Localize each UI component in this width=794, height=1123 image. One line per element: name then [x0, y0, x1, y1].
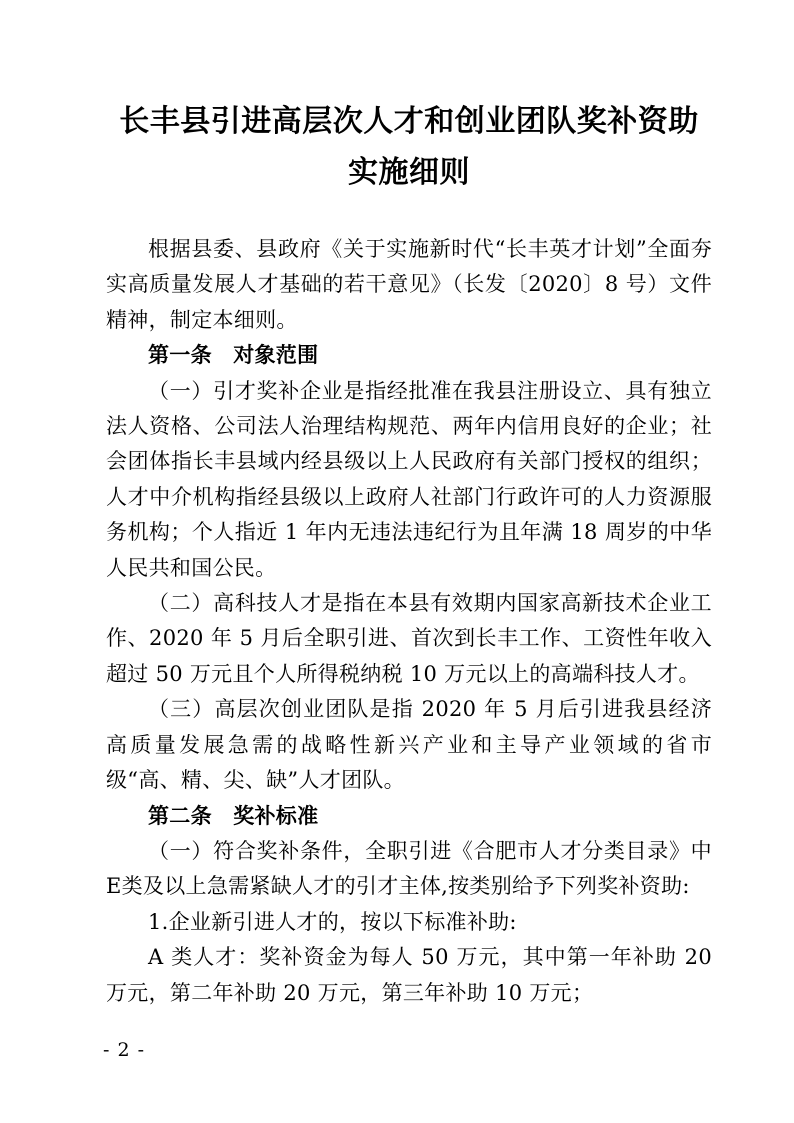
paragraph-article2-item1: （一）符合奖补条件，全职引进《合肥市人才分类目录》中E类及以上急需紧缺人才的引才主体,按类别给予下列奖补资助: [106, 838, 712, 899]
paragraph-article1-item2: （二）高科技人才是指在本县有效期内国家高新技术企业工作、2020 年 5 月后全职引进、首次到长丰工作、工资性年收入超过 50 万元且个人所得税纳税 10 万元以上的高端科技人才。 [106, 591, 712, 686]
document-title [106, 96, 712, 198]
title-line-1: 长丰县引进高层次人才和创业团队奖补资助 [119, 104, 699, 139]
title-line-2: 实施细则 [348, 155, 470, 190]
paragraph-article1-item1: （一）引才奖补企业是指经批准在我县注册设立、具有独立法人资格、公司法人治理结构规范、两年内信用良好的企业；社会团体指长丰县域内经县级以上人民政府有关部门授权的组织；人才中介机构指经县级以上政府人社部门行政许可的人力资源服务机构；个人指近 1 年内无违法违纪行为且年满 18 周岁的中华人民共和国公民。 [106, 378, 712, 580]
paragraph-article1-item3: （三）高层次创业团队是指 2020 年 5 月后引进我县经济高质量发展急需的战略性新兴产业和主导产业领域的省市级“高、精、尖、缺”人才团队。 [106, 697, 712, 793]
paragraph-article2-sub1: 1.企业新引进人才的，按以下标准补助: [148, 909, 517, 934]
paragraph-intro: 根据县委、县政府《关于实施新时代“长丰英才计划”全面夯实高质量发展人才基础的若干意见》（长发〔2020〕8 号）文件精神，制定本细则。 [106, 237, 712, 332]
document-body [106, 232, 712, 1011]
document-content [106, 0, 712, 1011]
page-number: - 2 - [103, 1039, 146, 1061]
paragraph-article2-class-a: A 类人才：奖补资金为每人 50 万元，其中第一年补助 20 万元，第二年补助 20 万元，第三年补助 10 万元； [106, 945, 712, 1005]
section-heading-article-2: 第二条 奖补标准 [148, 803, 319, 828]
section-heading-article-1: 第一条 对象范围 [148, 343, 319, 368]
